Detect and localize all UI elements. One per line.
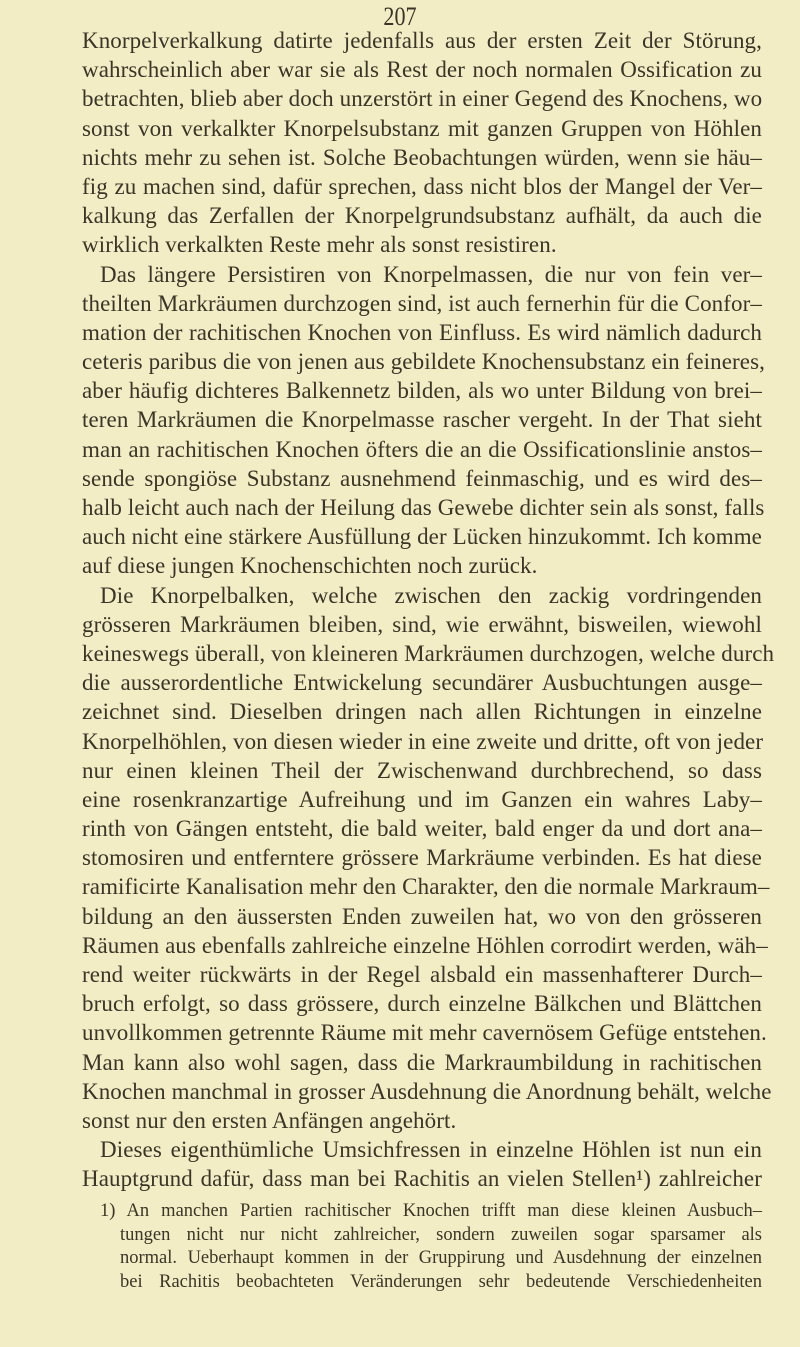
text-line: sonst von verkalkter Knorpelsubstanz mit ganzen Gruppen von Höhlen [82,115,762,141]
text-line: rend weiter rückwärts in der Regel alsbald ein massenhafterer Durch– [82,962,762,987]
text-line: mation der rachitischen Knochen von Einfluss. Es wird nämlich dadurch [82,319,762,345]
text-line: unvollkommen getrennte Räume mit mehr cavernösem Gefüge entstehen. [82,1020,767,1046]
body-text [82,26,775,1194]
text-line: theilten Markräumen durchzogen sind, ist auch fernerhin für die Confor– [82,290,762,316]
text-line: teren Markräumen die Knorpelmasse rascher vergeht. In der That sieht [82,407,762,433]
text-line: die ausserordentliche Entwickelung secundärer Ausbuchtungen ausge– [82,670,762,696]
text-line: keineswegs überall, von kleineren Markräumen durchzogen, welche durch [82,640,775,666]
text-line: Knorpelverkalkung datirte jedenfalls aus der ersten Zeit der Störung, [82,28,762,53]
footnote-line: tungen nicht nur nicht zahlreicher, sondern zuweilen sogar sparsamer als [120,1224,762,1245]
text-line: auch nicht eine stärkere Ausfüllung der Lücken hinzukommt. Ich komme [82,524,762,550]
text-line: Räumen aus ebenfalls zahlreiche einzelne Höhlen corrodirt werden, wäh– [82,932,768,958]
text-line: auf diese jungen Knochenschichten noch zurück. [82,553,538,579]
text-line: Knorpelhöhlen, von diesen wieder in eine zweite und dritte, oft von jeder [82,728,764,754]
text-line: ceteris paribus die von jenen aus gebildete Knochensubstanz ein feineres, [82,349,766,375]
text-line: eine rosenkranzartige Aufreihung und im Ganzen ein wahres Laby– [82,786,762,812]
text-line: bruch erfolgt, so dass grössere, durch einzelne Bälkchen und Blättchen [82,991,762,1017]
text-line: bildung an den äussersten Enden zuweilen hat, wo von den grösseren [82,903,762,929]
footnote [82,1200,762,1294]
text-line: Man kann also wohl sagen, dass die Markraumbildung in rachitischen [82,1049,762,1075]
text-line: fig zu machen sind, dafür sprechen, dass nicht blos der Mangel der Ver– [82,173,762,199]
text-line: wirklich verkalkten Reste mehr als sonst resistiren. [82,232,557,258]
text-line: man an rachitischen Knochen öfters die an die Ossificationslinie anstos– [82,436,762,462]
text-line: zeichnet sind. Dieselben dringen nach allen Richtungen in einzelne [82,699,762,725]
text-line: kalkung das Zerfallen der Knorpelgrundsubstanz aufhält, da auch die [82,203,762,229]
text-line: rinth von Gängen entsteht, die bald weiter, bald enger da und dort ana– [82,816,762,842]
text-line: nur einen kleinen Theil der Zwischenwand durchbrechend, so dass [82,757,762,783]
text-line: sonst nur den ersten Anfängen angehört. [82,1107,457,1133]
text-line: Das längere Persistiren von Knorpelmassen, die nur von fein ver– [100,261,762,287]
footnote-line: bei Rachitis beobachteten Veränderungen sehr bedeutende Verschiedenheiten [120,1271,762,1292]
text-line: aber häufig dichteres Balkennetz bilden, als wo unter Bildung von brei– [82,378,762,404]
text-line: Hauptgrund dafür, dass man bei Rachitis an vielen Stellen¹) zahlreicher [82,1166,762,1192]
text-line: sende spongiöse Substanz ausnehmend feinmaschig, und es wird des– [82,465,762,491]
text-line: betrachten, blieb aber doch unzerstört in einer Gegend des Knochens, wo [82,86,763,112]
text-line: stomosiren und entferntere grössere Markräume verbinden. Es hat diese [82,845,762,871]
text-line: wahrscheinlich aber war sie als Rest der noch normalen Ossification zu [82,57,762,83]
text-line: nichts mehr zu sehen ist. Solche Beobachtungen würden, wenn sie häu– [82,144,762,170]
text-line: ramificirte Kanalisation mehr den Charakter, den die normale Markraum– [82,874,770,900]
text-line: Knochen manchmal in grosser Ausdehnung die Anordnung behält, welche [82,1078,772,1104]
text-line: Dieses eigenthümliche Umsichfressen in einzelne Höhlen ist nun ein [100,1137,762,1163]
text-line: halb leicht auch nach der Heilung das Gewebe dichter sein als sonst, falls [82,495,765,520]
page-number: 207 [383,2,417,31]
footnote-line: 1) An manchen Partien rachitischer Knochen trifft man diese kleinen Ausbuch– [100,1201,762,1221]
text-line: Die Knorpelbalken, welche zwischen den zackig vordringenden [100,582,762,608]
text-line: grösseren Markräumen bleiben, sind, wie erwähnt, bisweilen, wiewohl [82,611,762,637]
footnote-line: normal. Ueberhaupt kommen in der Gruppirung und Ausdehnung der einzelnen [120,1248,762,1268]
